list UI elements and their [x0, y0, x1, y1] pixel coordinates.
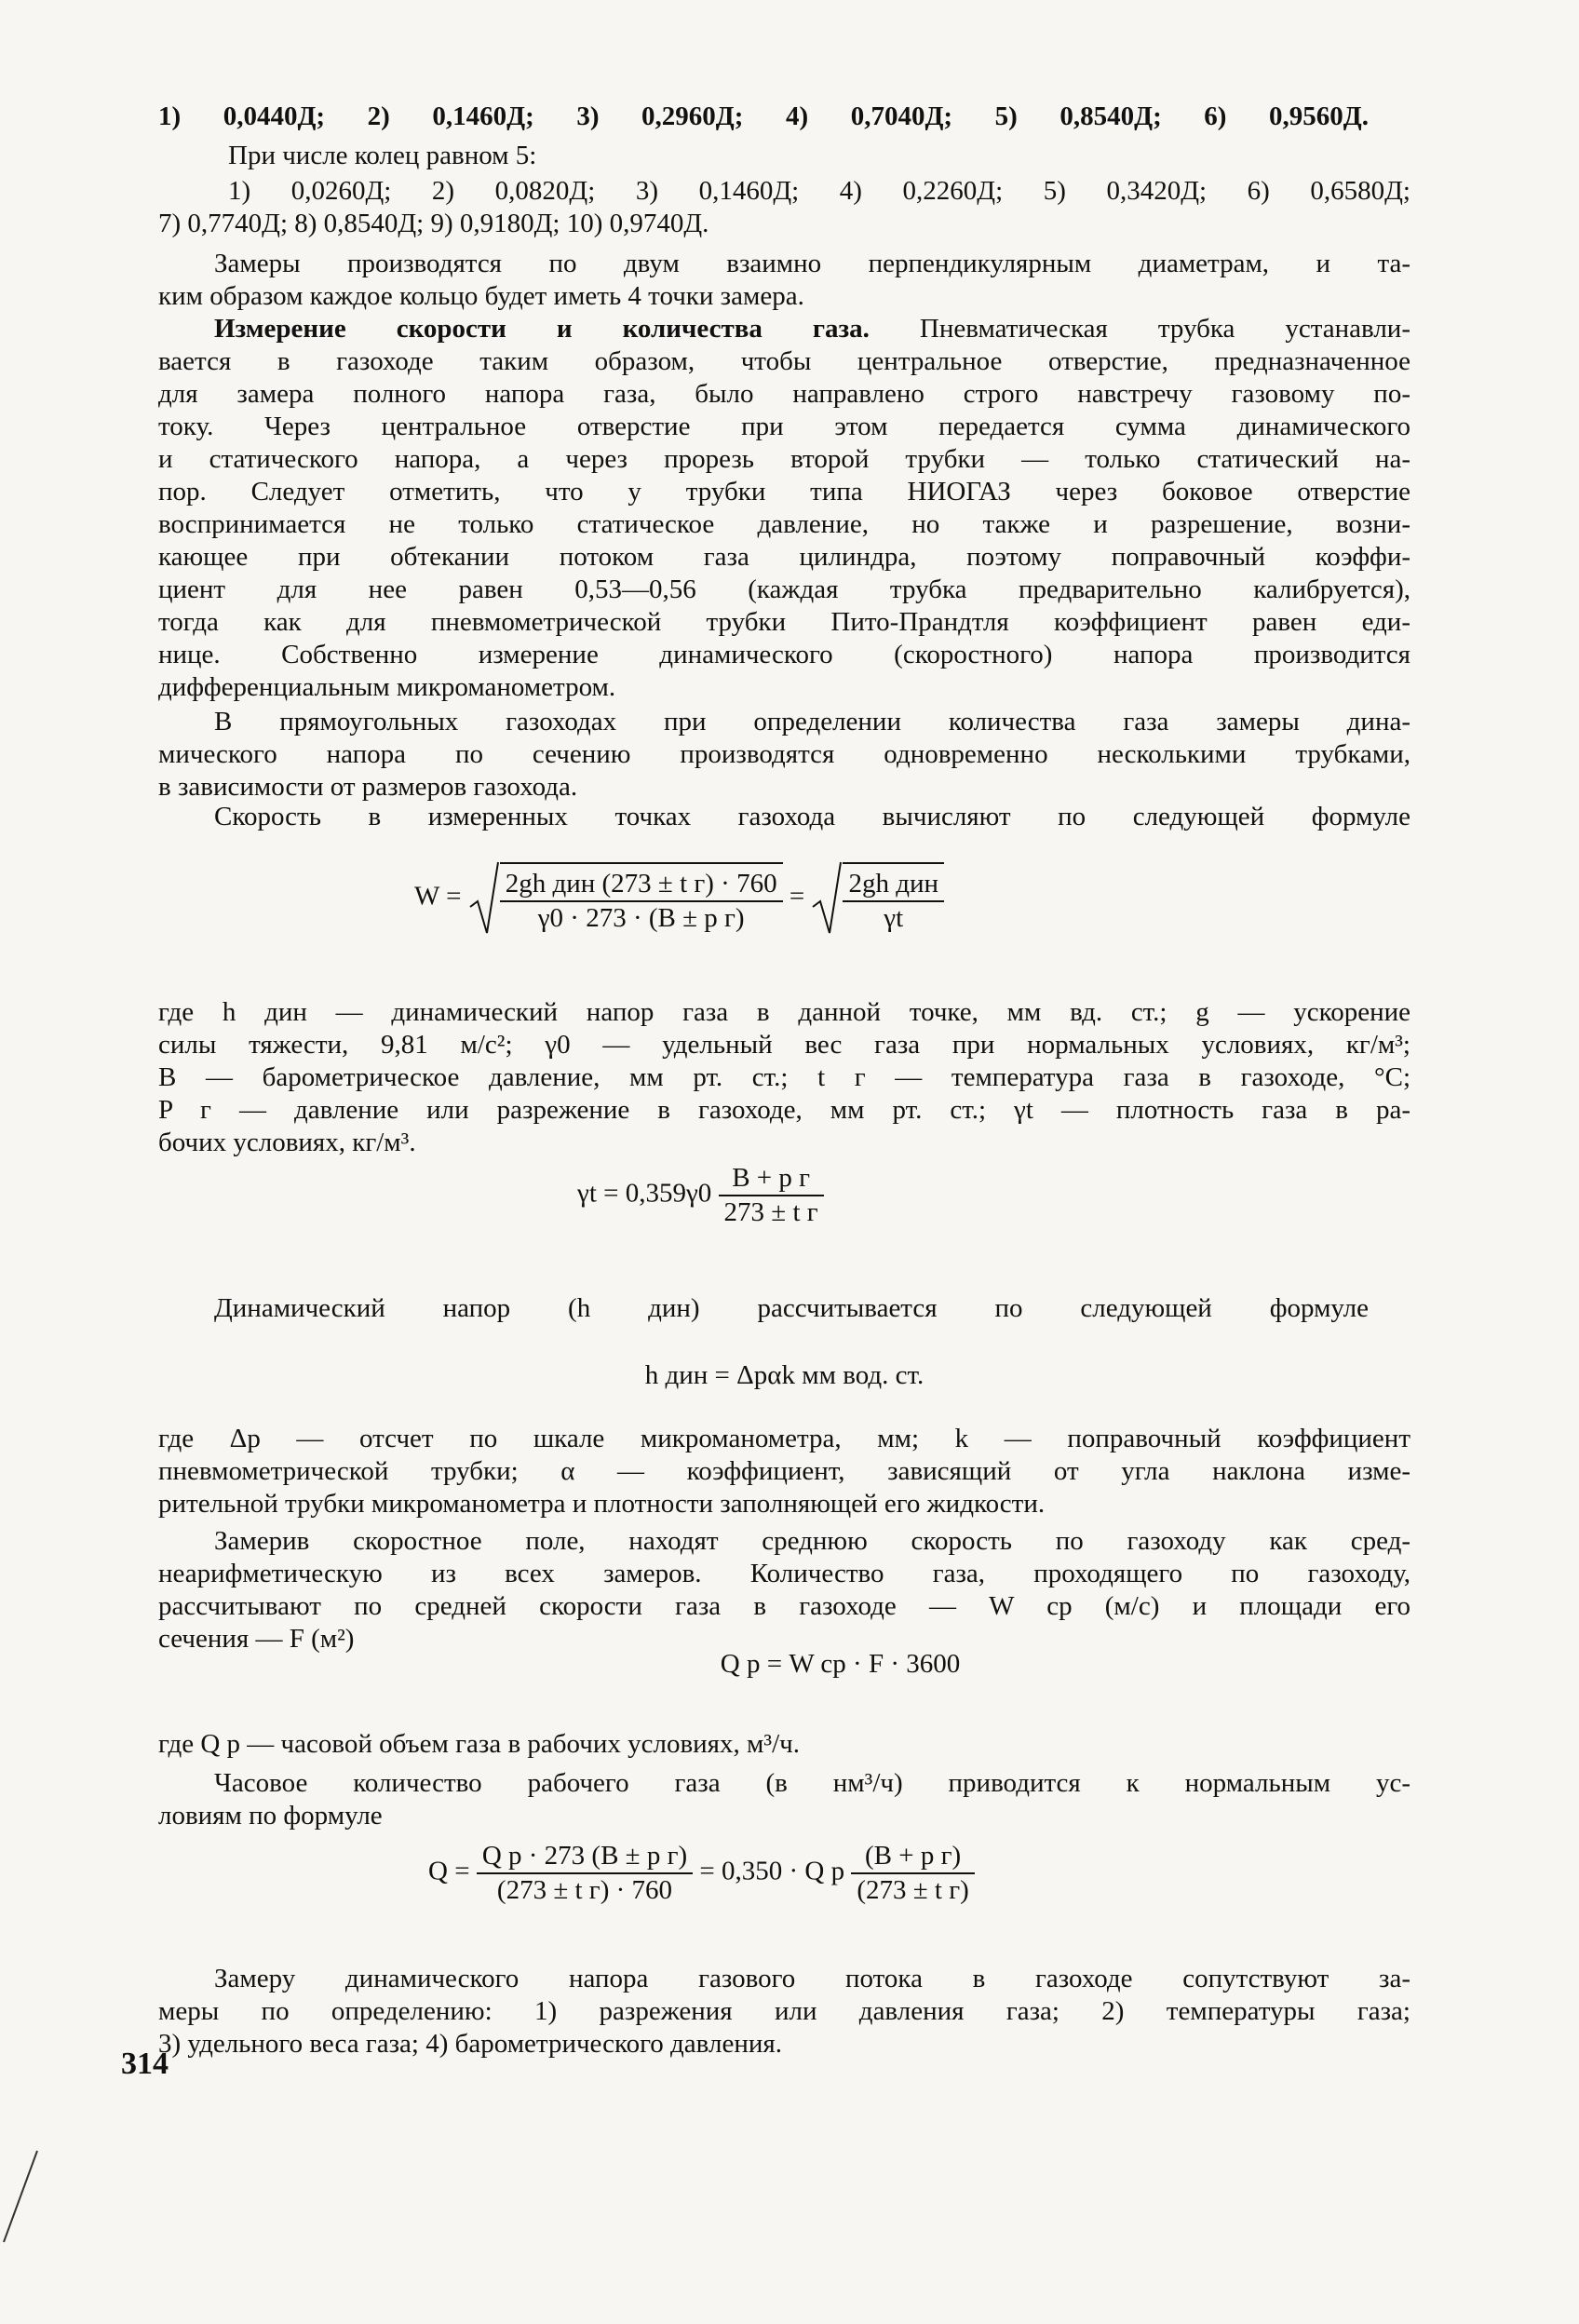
formula-q: Q р = W ср · F · 3600 — [720, 1649, 961, 1679]
formula-w — [414, 862, 944, 935]
paragraph-speed: Скорость в измеренных точках газохода вычисляют по следующей формуле — [214, 802, 1410, 831]
text-line: силы тяжести, 9,81 м/с²; γ0 — удельный вес газа при нормальных условиях, кг/м³; — [158, 1030, 1410, 1060]
formula-h: h дин = Δpαk мм вод. ст. — [644, 1360, 924, 1390]
text-line: вается в газоходе таким образом, чтобы центральное отверстие, предназначенное — [158, 346, 1410, 376]
rings5-line-1: 1) 0,0260Д; 2) 0,0820Д; 3) 0,1460Д; 4) 0,2260Д; 5) 0,3420Д; 6) 0,6580Д; — [228, 176, 1410, 206]
text-line: для замера полного напора газа, было направлено строго навстречу газовому по- — [158, 379, 1410, 409]
text-line: рительной трубки микроманометра и плотности заполняющей его жидкости. — [158, 1489, 1046, 1519]
text-line — [158, 313, 1410, 345]
text-line: ким образом каждое кольцо будет иметь 4 точки замера. — [158, 281, 804, 311]
text-line: сечения — F (м²) — [158, 1624, 355, 1654]
text-line: ловиям по формуле — [158, 1801, 383, 1831]
paragraph-final — [158, 1963, 1410, 2061]
text-line: Замеры производятся по двум взаимно перпендикулярным диаметрам, и та- — [214, 249, 1410, 278]
formula-lhs: W = — [414, 881, 462, 912]
text-line: в зависимости от размеров газохода. — [158, 772, 578, 802]
text-line: меры по определению: 1) разрежения или давления газа; 2) температуры газа; — [158, 1996, 1410, 2026]
rings5-line-2: 7) 0,7740Д; 8) 0,8540Д; 9) 0,9180Д; 10) 0,9740Д. — [158, 209, 709, 238]
text-line: B — барометрическое давление, мм рт. ст.; t г — температура газа в газоходе, °С; — [158, 1062, 1410, 1092]
fraction: $\frac{\text{Q р · 273 (B ± p г)}}{\text{(273 ± t г) · 760}}$ — [477, 1840, 693, 1907]
fraction: $\frac{\text{(B + p г)}}{\text{(273 ± t г)}}$ — [851, 1840, 974, 1907]
text-fragment: Пневматическая трубка устанавли- — [869, 314, 1410, 344]
text-line: дифференциальным микроманометром. — [158, 672, 616, 702]
sqrt-sign — [811, 862, 944, 935]
page-number: 314 — [121, 2047, 169, 2081]
formula-eq: = — [789, 881, 805, 912]
rings5-intro: При числе колец равном 5: — [228, 141, 537, 170]
text-line: току. Через центральное отверстие при этом передается сумма динамического — [158, 412, 1410, 441]
text-line: циент для нее равен 0,53—0,56 (каждая трубка предварительно калибруется), — [158, 574, 1410, 604]
text-line: кающее при обтекании потоком газа цилиндра, поэтому поправочный коэффи- — [158, 542, 1410, 572]
paragraph-measure — [158, 248, 1410, 313]
fraction: $\frac{\text{2gh дин (273 ± t г) · 760}}{\text{γ0 · 273 · (B ± p г)}}$ — [500, 868, 783, 935]
text-line: и статического напора, а через прорезь второй трубки — только статический на- — [158, 444, 1410, 474]
paragraph-hourly — [158, 1767, 1410, 1832]
text-line: Часовое количество рабочего газа (в нм³/ч) приводится к нормальным ус- — [214, 1768, 1410, 1798]
text-line: рассчитывают по средней скорости газа в газоходе — W ср (м/с) и площади его — [158, 1591, 1410, 1621]
section-heading: Измерение скорости и количества газа. — [214, 314, 870, 344]
fraction: $\frac{\text{B + p г}}{\text{273 ± t г}}$ — [719, 1162, 824, 1229]
text-line: пневмометрической трубки; α — коэффициент, зависящий от угла наклона изме- — [158, 1456, 1410, 1486]
rings4-line: 1) 0,0440Д; 2) 0,1460Д; 3) 0,2960Д; 4) 0,7040Д; 5) 0,8540Д; 6) 0,9560Д. — [158, 101, 1369, 131]
text-line: неарифметическую из всех замеров. Количество газа, проходящего по газоходу, — [158, 1559, 1410, 1588]
text-line: Замерив скоростное поле, находят среднюю скорость по газоходу как сред- — [214, 1526, 1410, 1556]
paragraph-field — [158, 1525, 1410, 1655]
fraction: $\frac{\text{2gh дин}}{\gamma t}$ — [843, 868, 944, 935]
text-line: P г — давление или разрежение в газоходе, мм рт. ст.; γt — плотность газа в ра- — [158, 1095, 1410, 1125]
formula-qn: Q = $\frac{\text{Q р · 273 (B ± p г)}}{\text{(273 ± t г) · 760}}$ = 0,350 · Q р $\frac{\text{(B + p г)}}{\text{(273 ± t г)}}$ — [428, 1840, 975, 1907]
text-line: где Δp — отсчет по шкале микроманометра, мм; k — поправочный коэффициент — [158, 1424, 1410, 1453]
paragraph-where-1 — [158, 996, 1410, 1159]
text-line: где h дин — динамический напор газа в данной точке, мм вд. ст.; g — ускорение — [158, 997, 1410, 1027]
paragraph-where-3: где Q р — часовой объем газа в рабочих условиях, м³/ч. — [158, 1729, 800, 1759]
text-line: воспринимается не только статическое давление, но также и разрешение, возни- — [158, 509, 1410, 539]
text-line: тогда как для пневмометрической трубки Пито-Прандтля коэффициент равен еди- — [158, 607, 1410, 637]
paragraph-dynamic: Динамический напор (h дин) рассчитывается по следующей формуле — [214, 1293, 1369, 1323]
text-line: бочих условиях, кг/м³. — [158, 1128, 416, 1157]
text-line: мического напора по сечению производятся одновременно несколькими трубками, — [158, 739, 1410, 769]
formula-gamma: γt = 0,359γ0 $\frac{\text{B + p г}}{\text{273 ± t г}}$ — [577, 1162, 824, 1229]
scan-edge-mark — [0, 2132, 47, 2244]
paragraph-tube — [158, 313, 1410, 704]
text-line: Замеру динамического напора газового потока в газоходе сопутствуют за- — [214, 1964, 1410, 1993]
text-line: В прямоугольных газоходах при определении количества газа замеры дина- — [214, 707, 1410, 736]
sqrt-sign — [468, 862, 783, 935]
paragraph-where-2 — [158, 1423, 1410, 1520]
text-line: 3) удельного веса газа; 4) барометрического давления. — [158, 2029, 782, 2059]
text-line: нице. Собственно измерение динамического (скоростного) напора производится — [158, 640, 1410, 669]
text-line: пор. Следует отметить, что у трубки типа НИОГАЗ через боковое отверстие — [158, 477, 1410, 507]
paragraph-rect — [158, 706, 1410, 804]
